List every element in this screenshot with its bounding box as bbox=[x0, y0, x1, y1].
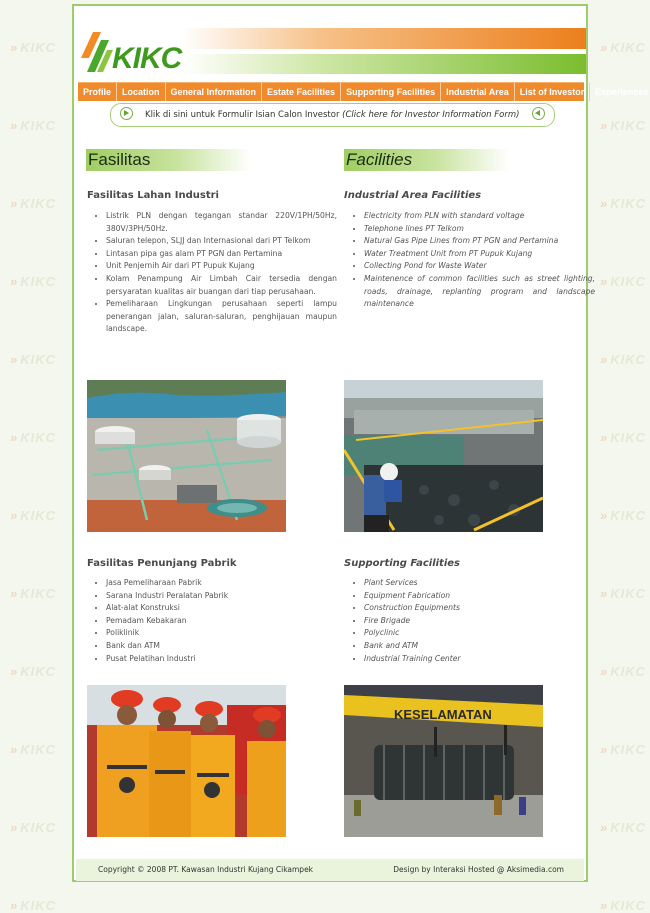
supporting-facilities-item: • Bank and ATM bbox=[364, 640, 595, 653]
watermark-logo: » KIKC bbox=[10, 352, 57, 367]
watermark-logo: » KIKC bbox=[10, 118, 57, 133]
watermark-logo: » KIKC bbox=[10, 430, 57, 445]
watermark-logo: » KIKC bbox=[600, 742, 647, 757]
supporting-facilities-item: • Equipment Fabrication bbox=[364, 590, 595, 603]
nav-item-general-information[interactable]: General Information bbox=[166, 83, 263, 101]
watermark-logo: » KIKC bbox=[600, 40, 647, 55]
watermark-logo: » KIKC bbox=[10, 820, 57, 835]
watermark-logo: » KIKC bbox=[10, 742, 57, 757]
watermark-logo: » KIKC bbox=[600, 352, 647, 367]
industrial-area-item: • Natural Gas Pipe Lines from PT PGN and Pertamina bbox=[364, 235, 595, 248]
fasilitas-penunjang-heading: Fasilitas Penunjang Pabrik bbox=[87, 558, 237, 569]
fasilitas-lahan-heading: Fasilitas Lahan Industri bbox=[87, 190, 219, 201]
watermark-logo: » KIKC bbox=[10, 664, 57, 679]
industrial-area-item: • Telephone lines PT Telkom bbox=[364, 223, 595, 236]
watermark-logo: » KIKC bbox=[600, 508, 647, 523]
construction-workshop-photo bbox=[344, 685, 543, 837]
nav-item-estate-facilities[interactable]: Estate Facilities bbox=[262, 83, 341, 101]
footer-copyright: Copyright © 2008 PT. Kawasan Industri Kujang Cikampek bbox=[98, 865, 314, 874]
supporting-facilities-item: • Industrial Training Center bbox=[364, 653, 595, 666]
crane-sign-text: KESELAMATAN bbox=[394, 707, 492, 722]
industrial-area-item: • Water Treatment Unit from PT Pupuk Kujang bbox=[364, 248, 595, 261]
facilities-title: Facilities bbox=[344, 149, 509, 171]
watermark-logo: » KIKC bbox=[10, 898, 57, 913]
nav-item-location[interactable]: Location bbox=[117, 83, 166, 101]
watermark-logo: » KIKC bbox=[600, 664, 647, 679]
watermark-logo: » KIKC bbox=[600, 274, 647, 289]
watermark-logo: » KIKC bbox=[10, 274, 57, 289]
fasilitas-penunjang-list bbox=[88, 577, 337, 665]
supporting-facilities-item: • Polyclinic bbox=[364, 627, 595, 640]
watermark-logo: » KIKC bbox=[600, 430, 647, 445]
industrial-plant-photo bbox=[87, 380, 286, 532]
fasilitas-title: Fasilitas bbox=[86, 149, 251, 171]
logo-text: KIKC bbox=[112, 42, 182, 75]
supporting-facilities-heading: Supporting Facilities bbox=[344, 558, 460, 569]
nav-item-list-of-investor[interactable]: List of Investor bbox=[515, 83, 591, 101]
supporting-facilities-list bbox=[346, 577, 595, 665]
industrial-area-item: • Maintenence of common facilities such as street lighting, roads, drainage, replanting program and landscape maintenance bbox=[364, 273, 595, 311]
watermark-logo: » KIKC bbox=[10, 508, 57, 523]
investor-form-banner[interactable] bbox=[110, 103, 555, 127]
header-orange-bar bbox=[182, 28, 586, 49]
header bbox=[74, 6, 586, 81]
header-green-bar bbox=[182, 54, 586, 74]
watermark-logo: » KIKC bbox=[10, 586, 57, 601]
supporting-facilities-item: • Construction Equipments bbox=[364, 602, 595, 615]
fasilitas-lahan-item: • Saluran telepon, SLJJ dan Internasional dari PT Telkom bbox=[106, 235, 337, 248]
nav-item-supporting-facilities[interactable]: Supporting Facilities bbox=[341, 83, 441, 101]
watermark-logo: » KIKC bbox=[600, 898, 647, 913]
water-treatment-photo bbox=[344, 380, 543, 532]
fasilitas-penunjang-item: • Pusat Pelatihan Industri bbox=[106, 653, 337, 666]
supporting-facilities-item: • Plant Services bbox=[364, 577, 595, 590]
nav-item-industrial-area[interactable]: Industrial Area bbox=[441, 83, 515, 101]
fasilitas-penunjang-item: • Pemadam Kebakaran bbox=[106, 615, 337, 628]
footer bbox=[76, 859, 584, 881]
industrial-area-item: • Collecting Pond for Waste Water bbox=[364, 260, 595, 273]
industrial-area-list bbox=[346, 210, 595, 311]
watermark-logo: » KIKC bbox=[10, 40, 57, 55]
watermark-logo: » KIKC bbox=[600, 820, 647, 835]
fasilitas-penunjang-item: • Poliklinik bbox=[106, 627, 337, 640]
main-nav bbox=[78, 82, 649, 101]
watermark-logo: » KIKC bbox=[600, 586, 647, 601]
fasilitas-penunjang-item: • Bank dan ATM bbox=[106, 640, 337, 653]
arrow-left-icon[interactable] bbox=[532, 107, 545, 120]
watermark-logo: » KIKC bbox=[600, 118, 647, 133]
fasilitas-penunjang-item: • Jasa Pemeliharaan Pabrik bbox=[106, 577, 337, 590]
fasilitas-lahan-item: • Lintasan pipa gas alam PT PGN dan Pertamina bbox=[106, 248, 337, 261]
fire-brigade-photo bbox=[87, 685, 286, 837]
industrial-area-heading: Industrial Area Facilities bbox=[344, 190, 482, 201]
nav-item-experiences[interactable]: Experiences bbox=[590, 83, 650, 101]
watermark-logo: » KIKC bbox=[10, 196, 57, 211]
fasilitas-penunjang-item: • Sarana Industri Peralatan Pabrik bbox=[106, 590, 337, 603]
industrial-area-item: • Electricity from PLN with standard voltage bbox=[364, 210, 595, 223]
watermark-logo: » KIKC bbox=[600, 196, 647, 211]
fasilitas-lahan-list bbox=[88, 210, 337, 336]
fasilitas-lahan-item: • Listrik PLN dengan tegangan standar 220V/1PH/50Hz, 380V/3PH/50Hz. bbox=[106, 210, 337, 235]
nav-item-profile[interactable]: Profile bbox=[78, 83, 117, 101]
arrow-right-icon[interactable] bbox=[120, 107, 133, 120]
fasilitas-penunjang-item: • Alat-alat Konstruksi bbox=[106, 602, 337, 615]
supporting-facilities-item: • Fire Brigade bbox=[364, 615, 595, 628]
fasilitas-lahan-item: • Unit Penjernih Air dari PT Pupuk Kujang bbox=[106, 260, 337, 273]
investor-form-link[interactable]: Klik di sini untuk Formulir Isian Calon Investor (Click here for Investor Information Form) bbox=[145, 110, 520, 120]
footer-credits[interactable]: Design by Interaksi Hosted @ Aksimedia.com bbox=[393, 865, 564, 874]
fasilitas-lahan-item: • Pemeliharaan Lingkungan perusahaan seperti lampu penerangan jalan, saluran-saluran, penghijauan maupun landscape. bbox=[106, 298, 337, 336]
page-container bbox=[72, 4, 649, 882]
fasilitas-lahan-item: • Kolam Penampung Air Limbah Cair tersedia dengan persyaratan kualitas air buangan dari tiap perusahaan. bbox=[106, 273, 337, 298]
